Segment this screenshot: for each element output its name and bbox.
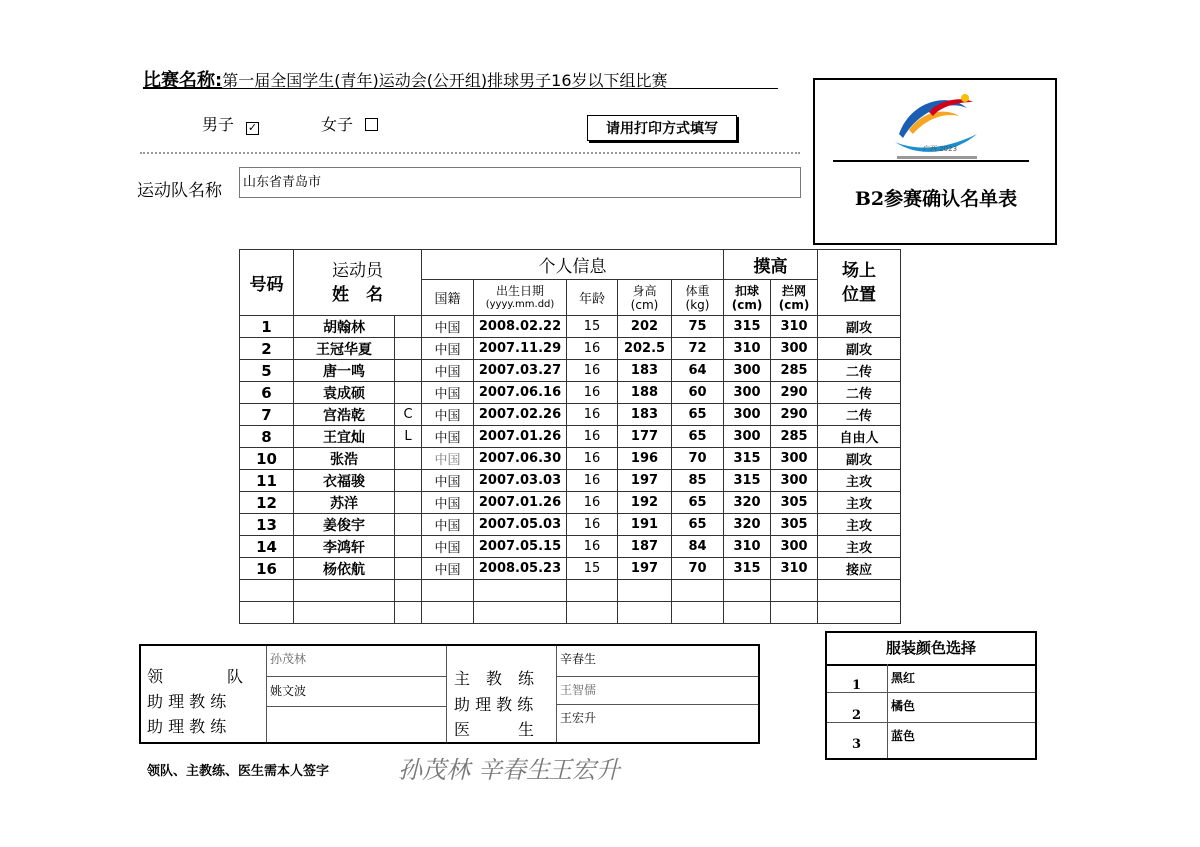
- cell-number[interactable]: 8: [240, 426, 294, 448]
- cell-position[interactable]: 二传: [818, 382, 901, 404]
- staff-divider: [266, 676, 446, 677]
- assistant3-label: 助 理 教 练: [454, 695, 534, 714]
- cell-block[interactable]: [771, 580, 818, 602]
- cell-age[interactable]: [567, 580, 618, 602]
- cell-number[interactable]: 14: [240, 536, 294, 558]
- header-personal-info: 个人信息: [422, 250, 724, 280]
- cell-height[interactable]: [618, 602, 672, 624]
- table-row: [240, 404, 901, 426]
- cell-block[interactable]: 300: [771, 470, 818, 492]
- male-checkbox[interactable]: ✓: [247, 121, 258, 134]
- signature-leader: 孙茂林: [398, 756, 470, 784]
- cell-age[interactable]: 16: [567, 360, 618, 382]
- assistant2-label: 助 理 教 练: [147, 717, 227, 736]
- table-row: [240, 338, 901, 360]
- table-row-empty: [240, 602, 901, 624]
- cell-nationality[interactable]: [422, 602, 474, 624]
- cell-position[interactable]: 自由人: [818, 426, 901, 448]
- cell-birth[interactable]: 2007.05.03: [474, 514, 567, 536]
- cell-age[interactable]: 16: [567, 448, 618, 470]
- uniform-divider: [887, 664, 888, 758]
- cell-block[interactable]: 290: [771, 404, 818, 426]
- form-title: B2参赛确认名单表: [854, 188, 1018, 210]
- cell-role[interactable]: [395, 316, 422, 338]
- cell-birth[interactable]: 2007.03.03: [474, 470, 567, 492]
- cell-weight[interactable]: 65: [672, 426, 724, 448]
- cell-nationality[interactable]: 中国: [422, 316, 474, 338]
- uniform-option-number: 1: [852, 678, 862, 693]
- cell-birth[interactable]: 2007.11.29: [474, 338, 567, 360]
- cell-age[interactable]: 16: [567, 404, 618, 426]
- cell-spike[interactable]: 300: [724, 426, 771, 448]
- cell-block[interactable]: 285: [771, 360, 818, 382]
- cell-age[interactable]: 16: [567, 470, 618, 492]
- cell-position[interactable]: 二传: [818, 360, 901, 382]
- cell-role[interactable]: [395, 602, 422, 624]
- cell-position[interactable]: 副攻: [818, 338, 901, 360]
- cell-position[interactable]: 主攻: [818, 492, 901, 514]
- female-checkbox[interactable]: [365, 118, 378, 131]
- cell-age[interactable]: 16: [567, 514, 618, 536]
- cell-birth[interactable]: 2008.05.23: [474, 558, 567, 580]
- cell-height[interactable]: 177: [618, 426, 672, 448]
- cell-block[interactable]: 305: [771, 492, 818, 514]
- cell-name[interactable]: 姜俊宇: [294, 514, 395, 536]
- cell-name[interactable]: 杨依航: [294, 558, 395, 580]
- cell-position[interactable]: 二传: [818, 404, 901, 426]
- cell-age[interactable]: 15: [567, 316, 618, 338]
- cell-spike[interactable]: 315: [724, 558, 771, 580]
- cell-spike[interactable]: 310: [724, 536, 771, 558]
- cell-position[interactable]: [818, 580, 901, 602]
- cell-nationality[interactable]: 中国: [422, 558, 474, 580]
- team-name-field[interactable]: 山东省青岛市: [239, 167, 801, 198]
- cell-age[interactable]: 16: [567, 382, 618, 404]
- cell-position[interactable]: 主攻: [818, 470, 901, 492]
- cell-spike[interactable]: 300: [724, 382, 771, 404]
- table-row-empty: [240, 580, 901, 602]
- cell-position[interactable]: 主攻: [818, 536, 901, 558]
- cell-name[interactable]: 李鸿轩: [294, 536, 395, 558]
- cell-role[interactable]: [395, 360, 422, 382]
- doctor-name[interactable]: 王宏升: [560, 711, 597, 725]
- uniform-option-color[interactable]: 橘色: [891, 699, 916, 713]
- cell-height[interactable]: [618, 580, 672, 602]
- cell-nationality[interactable]: 中国: [422, 382, 474, 404]
- cell-nationality[interactable]: 中国: [422, 470, 474, 492]
- dotted-divider: [140, 152, 800, 154]
- cell-birth[interactable]: [474, 602, 567, 624]
- cell-birth[interactable]: 2007.06.30: [474, 448, 567, 470]
- cell-block[interactable]: 300: [771, 536, 818, 558]
- cell-role[interactable]: [395, 382, 422, 404]
- cell-spike[interactable]: 300: [724, 360, 771, 382]
- cell-weight[interactable]: 84: [672, 536, 724, 558]
- table-row: [240, 382, 901, 404]
- cell-number[interactable]: [240, 602, 294, 624]
- cell-spike[interactable]: 315: [724, 448, 771, 470]
- header-reach: 摸高: [724, 250, 818, 280]
- cell-weight[interactable]: 65: [672, 404, 724, 426]
- cell-weight[interactable]: [672, 580, 724, 602]
- cell-number[interactable]: 5: [240, 360, 294, 382]
- cell-block[interactable]: 285: [771, 426, 818, 448]
- cell-name[interactable]: [294, 602, 395, 624]
- uniform-option-color[interactable]: 蓝色: [891, 729, 916, 743]
- cell-position[interactable]: 副攻: [818, 316, 901, 338]
- header-block: 拦网 (cm): [771, 280, 818, 316]
- header-nationality: 国籍: [422, 280, 474, 316]
- cell-height[interactable]: 191: [618, 514, 672, 536]
- cell-number[interactable]: 2: [240, 338, 294, 360]
- form-title-box: [813, 78, 1057, 245]
- cell-position[interactable]: 主攻: [818, 514, 901, 536]
- cell-spike[interactable]: [724, 580, 771, 602]
- staff-divider: [556, 676, 758, 677]
- cell-role[interactable]: [395, 536, 422, 558]
- competition-name: 第一届全国学生(青年)运动会(公开组)排球男子16岁以下组比赛: [222, 71, 668, 90]
- cell-weight[interactable]: 70: [672, 448, 724, 470]
- staff-divider: [556, 704, 758, 705]
- staff-divider: [266, 706, 446, 707]
- cell-height[interactable]: 196: [618, 448, 672, 470]
- uniform-option-number: 3: [852, 737, 862, 752]
- assistant1-name[interactable]: 姚文波: [270, 684, 307, 698]
- table-row: [240, 492, 901, 514]
- uniform-title: 服装颜色选择: [827, 633, 1035, 666]
- table-row: [240, 448, 901, 470]
- cell-height[interactable]: 183: [618, 360, 672, 382]
- cell-nationality[interactable]: 中国: [422, 514, 474, 536]
- cell-nationality[interactable]: 中国: [422, 404, 474, 426]
- cell-weight[interactable]: 75: [672, 316, 724, 338]
- cell-nationality[interactable]: 中国: [422, 492, 474, 514]
- cell-weight[interactable]: 65: [672, 492, 724, 514]
- uniform-option-number: 2: [852, 708, 862, 723]
- cell-age[interactable]: 16: [567, 492, 618, 514]
- cell-role[interactable]: C: [395, 404, 422, 426]
- cell-name[interactable]: [294, 580, 395, 602]
- cell-birth[interactable]: [474, 580, 567, 602]
- cell-role[interactable]: [395, 558, 422, 580]
- cell-position[interactable]: 接应: [818, 558, 901, 580]
- header-number: 号码: [240, 250, 294, 316]
- header-athlete: 运动员 姓 名: [294, 250, 422, 316]
- cell-number[interactable]: 6: [240, 382, 294, 404]
- cell-weight[interactable]: 60: [672, 382, 724, 404]
- cell-number[interactable]: 12: [240, 492, 294, 514]
- cell-role[interactable]: [395, 470, 422, 492]
- games-logo-icon: [889, 90, 984, 165]
- svg-text:广西 2023: 广西 2023: [923, 145, 958, 153]
- cell-position[interactable]: 副攻: [818, 448, 901, 470]
- title-divider: [833, 160, 1029, 162]
- cell-weight[interactable]: 65: [672, 514, 724, 536]
- cell-name[interactable]: 胡翰林: [294, 316, 395, 338]
- cell-block[interactable]: 310: [771, 558, 818, 580]
- cell-birth[interactable]: 2008.02.22: [474, 316, 567, 338]
- cell-height[interactable]: 187: [618, 536, 672, 558]
- cell-spike[interactable]: 310: [724, 338, 771, 360]
- cell-number[interactable]: 16: [240, 558, 294, 580]
- cell-role[interactable]: [395, 492, 422, 514]
- doctor-label: 医 生: [454, 720, 535, 739]
- cell-birth[interactable]: 2007.01.26: [474, 426, 567, 448]
- header-height: 身高 (cm): [618, 280, 672, 316]
- gender-female[interactable]: [321, 112, 378, 135]
- cell-height[interactable]: 183: [618, 404, 672, 426]
- cell-number[interactable]: 10: [240, 448, 294, 470]
- cell-role[interactable]: [395, 514, 422, 536]
- leader-label: 领 队: [147, 667, 244, 686]
- uniform-color-box: [825, 631, 1037, 760]
- table-row: [240, 360, 901, 382]
- cell-height[interactable]: 202: [618, 316, 672, 338]
- uniform-option-color[interactable]: 黑红: [891, 671, 916, 685]
- cell-height[interactable]: 192: [618, 492, 672, 514]
- gender-male[interactable]: [202, 112, 259, 135]
- cell-name[interactable]: 衣福骏: [294, 470, 395, 492]
- cell-age[interactable]: 16: [567, 426, 618, 448]
- center-divider: [446, 646, 450, 742]
- cell-age[interactable]: 16: [567, 536, 618, 558]
- cell-height[interactable]: 188: [618, 382, 672, 404]
- cell-block[interactable]: 300: [771, 338, 818, 360]
- cell-role[interactable]: L: [395, 426, 422, 448]
- cell-role[interactable]: [395, 448, 422, 470]
- cell-name[interactable]: 宫浩乾: [294, 404, 395, 426]
- cell-spike[interactable]: 315: [724, 316, 771, 338]
- header-weight: 体重 (kg): [672, 280, 724, 316]
- cell-name[interactable]: 唐一鸣: [294, 360, 395, 382]
- table-row: [240, 536, 901, 558]
- cell-weight[interactable]: 70: [672, 558, 724, 580]
- cell-age[interactable]: [567, 602, 618, 624]
- cell-spike[interactable]: 320: [724, 514, 771, 536]
- cell-number[interactable]: 11: [240, 470, 294, 492]
- table-row: [240, 470, 901, 492]
- cell-nationality[interactable]: 中国: [422, 360, 474, 382]
- cell-block[interactable]: 310: [771, 316, 818, 338]
- header-position: 场上 位置: [818, 250, 901, 316]
- cell-weight[interactable]: 85: [672, 470, 724, 492]
- cell-name[interactable]: 苏洋: [294, 492, 395, 514]
- cell-height[interactable]: 197: [618, 470, 672, 492]
- table-row: [240, 558, 901, 580]
- cell-name[interactable]: 王冠华夏: [294, 338, 395, 360]
- assistant3-name[interactable]: 王智儒: [560, 683, 597, 697]
- cell-block[interactable]: 305: [771, 514, 818, 536]
- cell-weight[interactable]: 64: [672, 360, 724, 382]
- cell-nationality[interactable]: [422, 580, 474, 602]
- assistant1-label: 助 理 教 练: [147, 692, 227, 711]
- cell-name[interactable]: 王宜灿: [294, 426, 395, 448]
- cell-age[interactable]: 15: [567, 558, 618, 580]
- header-spike: 扣球 (cm): [724, 280, 771, 316]
- table-row: [240, 316, 901, 338]
- table-row: [240, 426, 901, 448]
- cell-weight[interactable]: [672, 602, 724, 624]
- cell-position[interactable]: [818, 602, 901, 624]
- head-coach-label: 主 教 练: [454, 669, 535, 688]
- team-label: 运动队名称: [137, 181, 222, 201]
- cell-block[interactable]: [771, 602, 818, 624]
- cell-weight[interactable]: 72: [672, 338, 724, 360]
- cell-height[interactable]: 197: [618, 558, 672, 580]
- header-age: 年龄: [567, 280, 618, 316]
- print-note-box: 请用打印方式填写: [587, 115, 737, 141]
- cell-block[interactable]: 290: [771, 382, 818, 404]
- cell-birth[interactable]: 2007.03.27: [474, 360, 567, 382]
- signature-doctor: 王宏升: [548, 756, 620, 784]
- cell-spike[interactable]: 320: [724, 492, 771, 514]
- cell-number[interactable]: 13: [240, 514, 294, 536]
- staff-box: [139, 644, 760, 744]
- cell-role[interactable]: [395, 580, 422, 602]
- cell-birth[interactable]: 2007.05.15: [474, 536, 567, 558]
- cell-birth[interactable]: 2007.02.26: [474, 404, 567, 426]
- cell-spike[interactable]: 315: [724, 470, 771, 492]
- competition-label: 比赛名称:: [143, 70, 223, 91]
- cell-block[interactable]: 300: [771, 448, 818, 470]
- cell-number[interactable]: 7: [240, 404, 294, 426]
- cell-name[interactable]: 张浩: [294, 448, 395, 470]
- cell-birth[interactable]: 2007.06.16: [474, 382, 567, 404]
- cell-number[interactable]: [240, 580, 294, 602]
- competition-underline: [143, 88, 778, 89]
- cell-nationality[interactable]: 中国: [422, 536, 474, 558]
- gender-male-label: 男子: [202, 115, 235, 134]
- gender-female-label: 女子: [321, 115, 354, 134]
- leader-name[interactable]: 孙茂林: [270, 652, 307, 666]
- cell-nationality[interactable]: 中国: [422, 426, 474, 448]
- table-row: [240, 514, 901, 536]
- roster-table: [239, 249, 901, 624]
- header-birth: 出生日期 (yyyy.mm.dd): [474, 280, 567, 316]
- cell-height[interactable]: 202.5: [618, 338, 672, 360]
- cell-spike[interactable]: [724, 602, 771, 624]
- cell-number[interactable]: 1: [240, 316, 294, 338]
- signature-head-coach: 辛春生: [478, 756, 550, 784]
- cell-birth[interactable]: 2007.01.26: [474, 492, 567, 514]
- head-coach-name[interactable]: 辛春生: [560, 652, 597, 666]
- signature-note: 领队、主教练、医生需本人签字: [147, 764, 330, 779]
- cell-role[interactable]: [395, 338, 422, 360]
- cell-spike[interactable]: 300: [724, 404, 771, 426]
- cell-name[interactable]: 袁成硕: [294, 382, 395, 404]
- cell-nationality[interactable]: 中国: [422, 448, 474, 470]
- cell-nationality[interactable]: 中国: [422, 338, 474, 360]
- cell-age[interactable]: 16: [567, 338, 618, 360]
